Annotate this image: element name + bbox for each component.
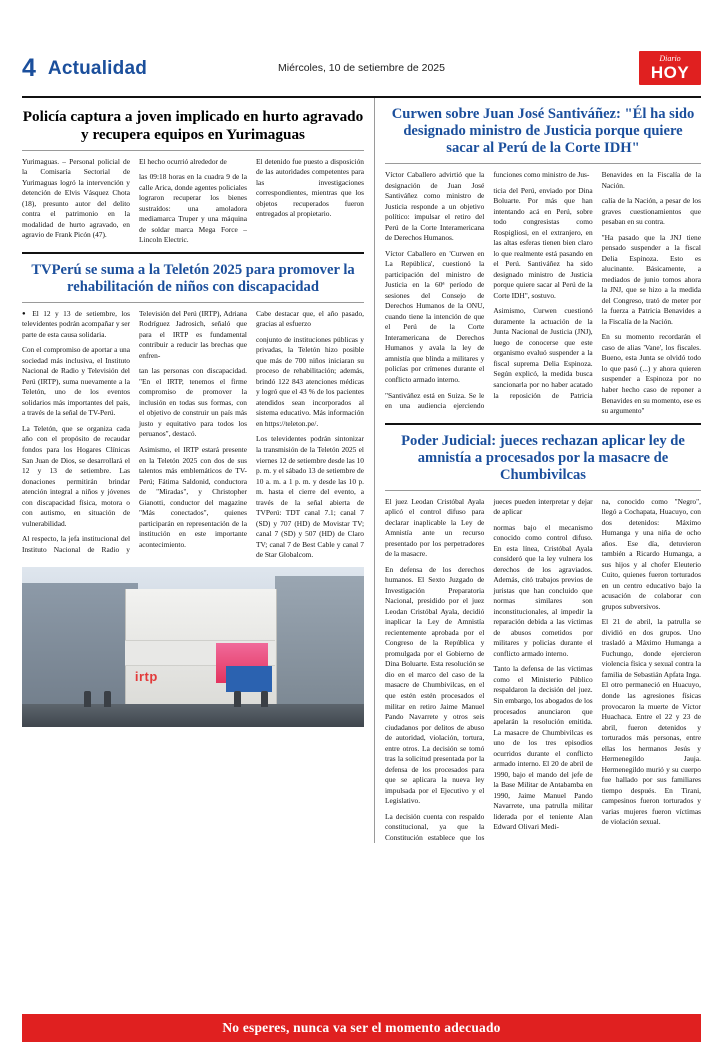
footer-banner-text: No esperes, nunca va ser el momento adecuado xyxy=(222,1020,501,1035)
paragraph: na, conocido como "Negro", llegó a Cochapata, Huacuyo, con dos detenidos: Máximo Humanga y una niña de ocho años. Ese día, detuvieron también a Ricardo Humanga, a sus hijos y al chofer Eleuterio Cuito, quienes fueron torturados en un centro educativo bajo la acusación de colaborar con grupos subversivos. xyxy=(601,496,701,611)
photo-person xyxy=(104,691,111,707)
paragraph: Víctor Caballero en 'Curwen en La República', cuestionó la participación del ministro de Justicia en la 60ª período de sesiones del Consejo de Derechos Humanos de la ONU, cuando tiene la intención de que el Perú de la Corte Interamericana de Derechos Humanos y avala la ley de amnistía que blinda a militares y policías por crímenes durante el conflicto armado interno. xyxy=(385,248,485,384)
photo-person xyxy=(84,691,91,707)
paragraph: Al respecto, la jefa institucional del Instituto Nacional de Radio y Televisión del Perú (IRTP), Adriana Rodríguez Jadrosich, señaló que para el IRTP es fundamental contribuir a reducir las brechas que enfren- xyxy=(22,308,247,554)
divider xyxy=(385,163,701,164)
article-police-capture xyxy=(22,108,364,246)
article2-headline: TVPerú se suma a la Teletón 2025 para promover la rehabilitación de niños con discapacidad xyxy=(31,261,355,295)
paragraph: El detenido fue puesto a disposición de las autoridades competentes para las investigaciones correspondientes, mientras que los objetos recuperados fueron entregados al propietario. xyxy=(256,156,364,219)
article1-headline: Policía captura a joven implicado en hurto agravado y recupera equipos en Yurimaguas xyxy=(22,108,364,143)
paragraph: Los televidentes podrán sintonizar la transmisión de la Teletón 2025 el viernes 12 de setiembre desde las 10 p. m. y el sábado 13 de setiembre de 10 a. m. a 1 p. m. y desde las 10 p. m. hasta el cierre del evento, a través de la señal abierta de TVPerú: TDT canal 7.1; canal 7 (SD) y 707 (HD) de Movistar TV; canal 7 (SD) y 507 (HD) de Claro TV; canal 7 de Best Cable y canal 7 de Star Globalcom. xyxy=(256,434,364,560)
masthead xyxy=(22,40,701,98)
paragraph: El juez Leodan Cristóbal Ayala aplicó el control difuso para declarar inaplicable la Ley de Amnistía ante un recurso presentado por los perpetradores de la masacre. xyxy=(385,496,485,559)
footer-banner xyxy=(22,1014,701,1042)
photo-person xyxy=(261,691,268,707)
article4-body xyxy=(385,497,701,844)
section-title: Actualidad xyxy=(47,57,148,79)
paragraph: En defensa de los derechos humanos. El Sexto Juzgado de Investigación Preparatoria Nacional, presidido por el juez Leodan Cristóbal Ayala, decidió inaplicar la Ley de Amnistía recientemente aprobada por el Congreso de la República y promulgada por el Gobierno de Dina Boluarte. Esta resolución se dio en el marco del caso de la masacre de Chumbivilcas, en el que estén estén procesados el militar en retiro Jaime Manuel Pando Navarrete y otros seis ciudadanos por delitos de abuso de autoridad, violación, tortura, entre otros. La decisión se tomó tras la solicitud presentada por la defensa de los procesados para que se aplicara la nueva ley impulsada por el Ejecutivo y el Legislativo. xyxy=(385,564,485,806)
paragraph: conjunto de instituciones públicas y privadas, la Teletón hizo posible que más de 700 niños iniciaran su proceso de rehabilitación; además, brindó 122 843 atenciones médicas y logró que el 43 % de los pacientes atendidos sean incorporados al sistema educativo. Más información en https://teleton.pe/. xyxy=(256,334,364,428)
paragraph: La Teletón, que se organiza cada año con el propósito de recaudar fondos para los Hogares Clínicas San Juan de Dios, se desarrollará el 12 y 13 de setiembre. Las donaciones permitirán brindar atención integral a niños y jóvenes con discapacidad física, motora o con autismo, en situación de vulnerabilidad. xyxy=(22,423,130,528)
article-tvperu-teleton xyxy=(22,262,364,727)
paragraph: El 21 de abril, la patrulla se dividió en dos grupos. Uno trasladó a Máximo Humanga a Fuchungo, donde ejercieron violencia física y sexual contra la familia de Sebastián Apfata Inga. El otro permaneció en Huacuyo, donde las agresiones físicas provocaron la muerte de Víctor Huachaca. Entre el 22 y 23 de abril, fueron detenidos y torturados más personas, entre ellas los hermanos Jesús y Hermenegildo Jauja. Hermenegildo murió y su cuerpo fue hallado por sus familiares tiempo después. En Tirani, campesinos fueron torturados y varias mujeres fueron víctimas de violación sexual. xyxy=(601,617,701,827)
divider xyxy=(385,490,701,491)
photo-poster-blue xyxy=(226,666,272,692)
article4-headline: Poder Judicial: jueces rechazan aplicar ley de amnistía a procesados por la masacre de Chumbivilcas xyxy=(401,432,685,483)
paragraph: ● El 12 y 13 de setiembre, los televidentes podrán acompañar y ser parte de esta causa solidaria. xyxy=(22,309,130,341)
article1-body xyxy=(22,157,364,246)
article-poder-judicial-amnistia xyxy=(385,433,701,844)
paragraph: ticia del Perú, enviado por Dina Boluarte. Por más que han intentando acá en Perú, sobre todo congresistas como Rospigliosi, en el extranjero, en las altas esferas tienen bien claro lo que realmente está pasando en el Perú. Santiváñez ha sido designado ministro de Justicia porque quiere sacar al Perú de la Corte IDH", sostuvo. xyxy=(493,185,593,300)
photo-street xyxy=(22,704,364,726)
newspaper-page xyxy=(0,40,723,1064)
right-column-group xyxy=(374,98,701,843)
photo-irtp-sign: irtp xyxy=(134,669,158,685)
paragraph: La decisión cuenta con respaldo constitucional, ya que la Constitución establece que los jueces pueden interpretar y dejar de aplicar xyxy=(385,496,593,842)
paragraph: El hecho ocurrió alrededor de xyxy=(139,156,227,166)
paragraph: Asimismo, el IRTP estará presente en la Teletón 2025 con dos de sus talentos más emblemáticos de TV-Perú; Fátima Saldonid, conductora de "Miradas", y Christopher Gianotti, conductor del magazine "Más conectados", quienes participarán en representación de la institución en este importante acontecimiento. xyxy=(139,445,247,549)
logo-bottom-text: HOY xyxy=(650,63,690,82)
logo-top-text: Diario xyxy=(659,54,681,63)
paragraph: normas bajo el mecanismo conocido como control difuso. En esta línea, Cristóbal Ayala consideró que la ley vulnera los derechos de los agraviados. Además, citó trabajos previos de juristas que han concluido que normas similares son inconstitucionales, al impedir la reparación debida a las víctimas de abusos cometidos por militares y policías durante el conflicto armado interno. xyxy=(493,522,593,658)
divider xyxy=(385,423,701,425)
paragraph: "Ha pasado que la JNJ tiene pensado suspender a la fiscal Delia Espinoza. Esto es alucinante. Básicamente, a mediados de junio tomos ahora la JNJ, que se hizo a la medida del Congreso, trató de meter por la fuerza a Patricia Benavides a la Fiscalía de la Nación. xyxy=(601,232,701,326)
article2-photo xyxy=(22,567,364,727)
paragraph: Con el compromiso de aportar a una sociedad más inclusiva, el Instituto Nacional de Radio y Televisión del Perú (IRTP), suma nuevamente a la Teletón, uno de los eventos solidarios más importantes del país, a través de la señal de TV-Perú. xyxy=(22,345,130,418)
publication-date: Miércoles, 10 de setiembre de 2025 xyxy=(278,62,445,74)
article3-body xyxy=(385,170,701,416)
divider xyxy=(22,252,364,254)
paragraph: Asimismo, Curwen cuestionó duramente la actuación de la Junta Nacional de Justicia (JNJ), luego de conocerse que este organismo evaluó suspender a la fiscal suprema Delia Espinoza. Según explicó, la medida busca sancionarla por no haber acatado la reposición de Patricia Benavides en la Fiscalía de la Nación. xyxy=(493,170,701,400)
page-content xyxy=(22,98,701,843)
paragraph: las 09:18 horas en la cuadra 9 de la calle Arica, donde agentes policiales lograron recuperar los bienes sustraídos: una amoladora mediamarca Truper y una máquina de soldar marca Mega Force – Lincoln Electric. xyxy=(139,172,247,245)
article2-body xyxy=(22,309,364,561)
paragraph: Cabe destacar que, el año pasado, gracias al esfuerzo xyxy=(256,308,364,329)
paragraph: Víctor Caballero advirtió que la designación de Juan José Santiváñez como ministro de Justicia responde a un objetivo político: impulsar el retiro del Perú de la Corte Interamericana de Derechos Humanos. xyxy=(385,170,485,243)
paragraph: Tanto la defensa de las víctimas como el Ministerio Público respaldaron la decisión del juez. Sin embargo, los abogados de los procesados anunciaron que apelarán la resolución emitida. La masacre de Chumbivilcas es uno de los tres episodios ocurridos durante el conflicto armado interno. El 20 de abril de 1990, bajo el mando del jefe de la Base Militar de Antabamba en 1990, Jaime Manuel Pando Navarrete, una patrulla militar liderada por el teniente Alan Edward Olivari Medi- xyxy=(493,664,593,832)
paragraph: Yurimaguas. – Personal policial de la Comisaría Sectorial de Yurimaguas logró la intervención y detención de Elvis Vásquez Chota (18), presunto autor del delito contra el patrimonio en la modalidad de hurto agravado, en agravio de Frank Picón (47). xyxy=(22,156,130,240)
left-column-group xyxy=(22,98,374,843)
article3-headline: Curwen sobre Juan José Santiváñez: "Él ha sido designado ministro de Justicia porque quiere sacar al Perú de la Corte IDH" xyxy=(391,106,695,157)
divider xyxy=(22,302,364,303)
article-curwen-santivanez xyxy=(385,106,701,417)
paragraph: tan las personas con discapacidad. "En el IRTP, tenemos el firme compromiso de promover la inclusión en todas sus formas, con el objetivo de construir un país más justo y equitativo para todos los peruanos", destacó. xyxy=(139,366,247,439)
photo-person xyxy=(234,691,241,707)
paragraph: "Santiváñez está en Suiza. Se le en una audiencia ejerciendo funciones como ministro de Jus- xyxy=(385,170,590,411)
paragraph: calía de la Nación, a pesar de los graves cuestionamientos que pesaban en su contra. xyxy=(601,196,701,227)
page-number: 4 xyxy=(22,53,36,82)
paragraph: En su momento recordarán el caso de alias 'Vane', los fiscales. Bueno, esta Junta se olvidó todo lo que pasó (...) y ahora quieren suspender a Espinoza por no haber hecho caso de reponer a Benavides en su momento, ese es su argumento" xyxy=(601,332,701,416)
divider xyxy=(22,150,364,151)
